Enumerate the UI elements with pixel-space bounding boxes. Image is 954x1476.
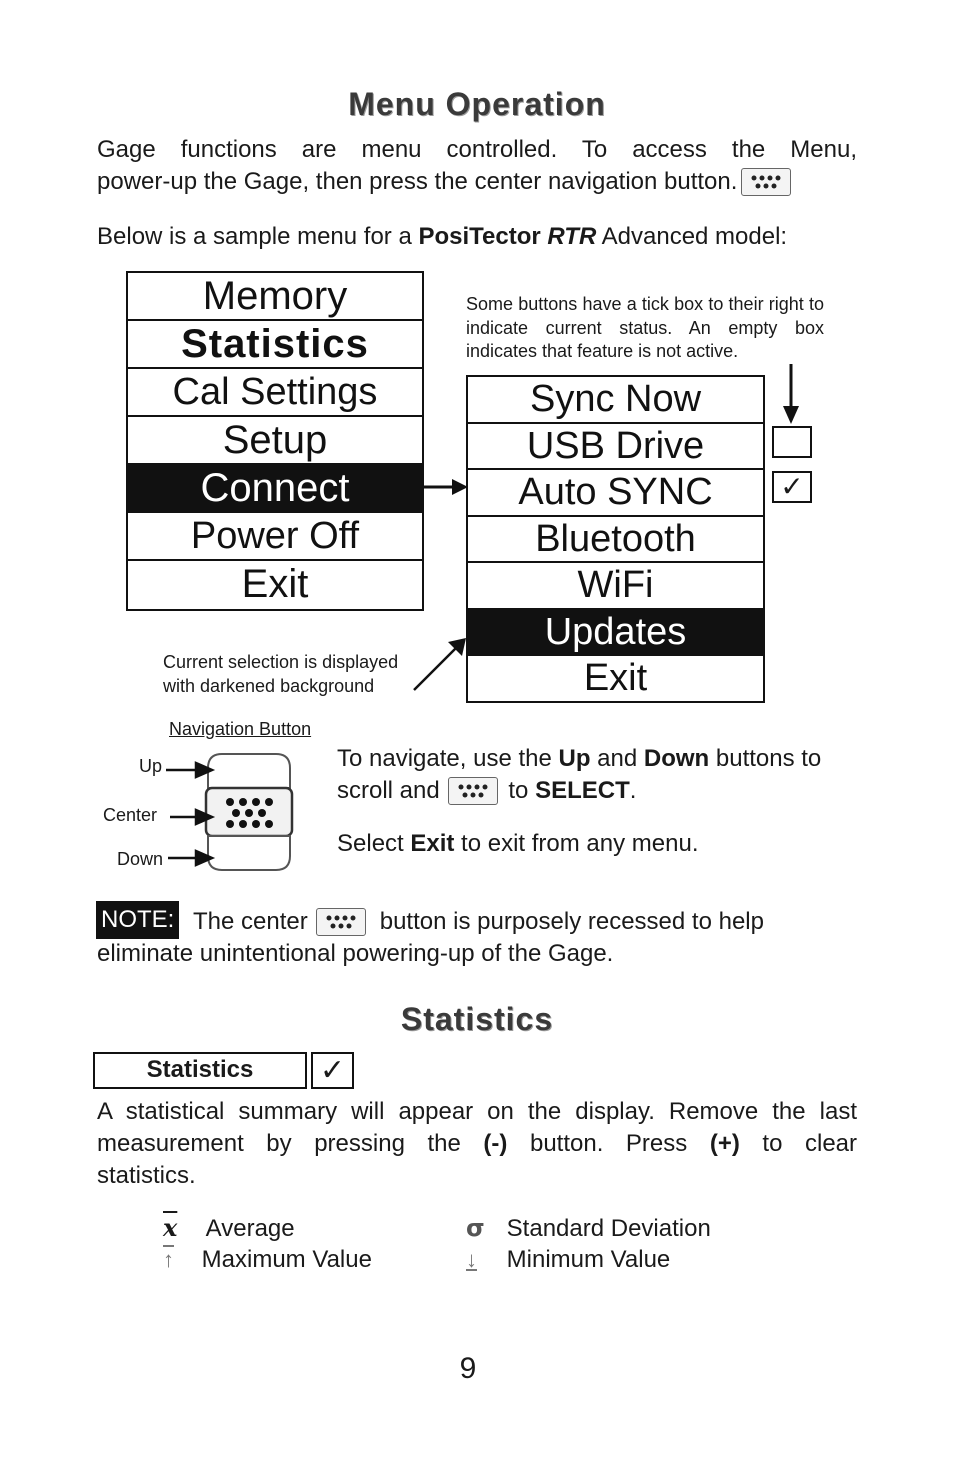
stats-text-plus: (+)	[709, 1130, 740, 1157]
caption-model: RTR	[547, 223, 597, 250]
statistics-tick-box[interactable]: ✓	[311, 1052, 354, 1089]
maximum-icon: ↑	[163, 1247, 174, 1272]
intro-line-1: Gage functions are menu controlled. To access the Menu,	[97, 136, 857, 163]
selection-note-line-1: Current selection is displayed	[163, 652, 399, 672]
intro-paragraph	[97, 134, 857, 198]
main-menu-item-memory[interactable]: Memory	[128, 273, 422, 321]
connect-menu-item-exit[interactable]: Exit	[583, 657, 648, 699]
nav-text-select: SELECT	[535, 777, 630, 804]
arrow-diagonal-icon	[410, 636, 470, 694]
stats-line-2	[97, 1128, 857, 1160]
statistics-menu-button[interactable]: Statistics	[93, 1052, 307, 1089]
main-menu-item-exit[interactable]: Exit	[241, 562, 309, 606]
nav-text-c: buttons to	[709, 745, 822, 772]
exit-text-a: Select	[337, 830, 411, 857]
center-button-icon	[316, 908, 366, 936]
nav-text-a: To navigate, use the	[337, 745, 559, 772]
main-menu	[126, 271, 424, 611]
nav-text-down: Down	[643, 745, 710, 772]
statistics-paragraph	[97, 1096, 857, 1192]
nav-label-up: Up	[139, 756, 163, 776]
main-menu-item-power-off[interactable]: Power Off	[128, 513, 422, 561]
legend-std-label: Standard Deviation	[506, 1215, 711, 1242]
nav-text-scroll: scroll and	[337, 777, 440, 804]
main-menu-item-cal-settings[interactable]: Cal Settings	[128, 369, 422, 417]
exit-instruction	[337, 828, 699, 860]
stats-text-a: measurement by pressing the	[97, 1130, 484, 1157]
exit-text-exit: Exit	[410, 830, 455, 857]
caption-suffix: Advanced model:	[596, 223, 788, 250]
connect-menu-item-sync-now[interactable]: Sync Now	[468, 377, 763, 424]
auto-sync-tick-box[interactable]: ✓	[772, 471, 812, 503]
main-menu-item-setup[interactable]: Setup	[128, 417, 422, 465]
nav-label-center: Center	[103, 805, 158, 825]
navigation-button-title: Navigation Button	[169, 719, 312, 739]
stats-legend-left	[163, 1212, 372, 1275]
main-menu-item-statistics[interactable]: Statistics	[128, 321, 422, 369]
intro-line-2-text: power-up the Gage, then press the center navigation button.	[97, 168, 738, 195]
center-button-icon	[741, 168, 791, 196]
note-text-a: The center	[193, 908, 308, 935]
nav-text-b: and	[590, 745, 644, 772]
sample-menu-caption	[97, 221, 787, 253]
tick-box-note: Some buttons have a tick box to their right to indicate current status. An empty box indicates that feature is not active.	[466, 294, 824, 361]
nav-text-up: Up	[558, 745, 591, 772]
navigation-button-diagram	[160, 750, 300, 875]
caption-brand: PosiTector	[418, 223, 541, 250]
connect-menu-item-wifi[interactable]: WiFi	[468, 563, 763, 610]
legend-std	[466, 1213, 711, 1244]
navigation-line-2	[337, 775, 867, 807]
note-label: NOTE:	[96, 901, 179, 939]
down-button-icon[interactable]	[208, 836, 290, 870]
navigation-line-1	[337, 743, 867, 775]
up-button-icon[interactable]	[208, 754, 290, 788]
note-text-b: button is purposely recessed to help	[379, 908, 764, 935]
page-number: 9	[459, 1352, 477, 1385]
connect-menu	[466, 375, 765, 703]
connect-menu-item-updates[interactable]: Updates	[468, 610, 763, 657]
selection-note	[163, 651, 398, 698]
stats-line-3: statistics.	[97, 1162, 196, 1189]
minimum-icon: ↓	[466, 1247, 477, 1272]
legend-minimum-label: Minimum Value	[506, 1246, 671, 1273]
average-icon: $\overline{x}$	[163, 1213, 178, 1242]
stats-legend-right	[466, 1213, 711, 1275]
nav-label-down: Down	[117, 849, 164, 869]
exit-text-b: to exit from any menu.	[454, 830, 699, 857]
usb-drive-tick-box[interactable]	[772, 426, 812, 458]
caption-prefix: Below is a sample menu for a	[97, 223, 419, 250]
nav-text-to: to	[501, 777, 536, 804]
stats-text-minus: (-)	[483, 1130, 508, 1157]
legend-average	[163, 1212, 372, 1244]
main-menu-item-connect[interactable]: Connect	[128, 465, 422, 513]
arrow-down-icon	[780, 364, 802, 426]
note-line-1	[193, 906, 764, 938]
stats-text-c: to clear	[739, 1130, 858, 1157]
intro-line-2	[97, 166, 857, 198]
selection-note-line-2: with darkened background	[163, 675, 375, 696]
statistics-heading: Statistics	[400, 1001, 554, 1037]
menu-operation-heading: Menu Operation	[348, 86, 606, 122]
sigma-icon: σ	[466, 1214, 485, 1242]
center-button-icon	[448, 777, 498, 805]
stats-text-b: button. Press	[507, 1130, 710, 1157]
navigation-text	[337, 743, 867, 807]
legend-average-label: Average	[205, 1215, 295, 1242]
arrow-right-icon	[424, 476, 468, 498]
legend-maximum-label: Maximum Value	[201, 1246, 372, 1273]
legend-maximum	[163, 1244, 372, 1275]
nav-text-period: .	[629, 777, 637, 804]
connect-menu-item-bluetooth[interactable]: Bluetooth	[468, 517, 763, 564]
stats-line-1: A statistical summary will appear on the display. Remove the last	[97, 1098, 857, 1125]
connect-menu-item-usb-drive[interactable]: USB Drive	[468, 424, 763, 471]
legend-minimum	[466, 1244, 711, 1275]
note-line-2: eliminate unintentional powering-up of the Gage.	[97, 940, 614, 967]
connect-menu-item-auto-sync[interactable]: Auto SYNC	[468, 470, 763, 517]
